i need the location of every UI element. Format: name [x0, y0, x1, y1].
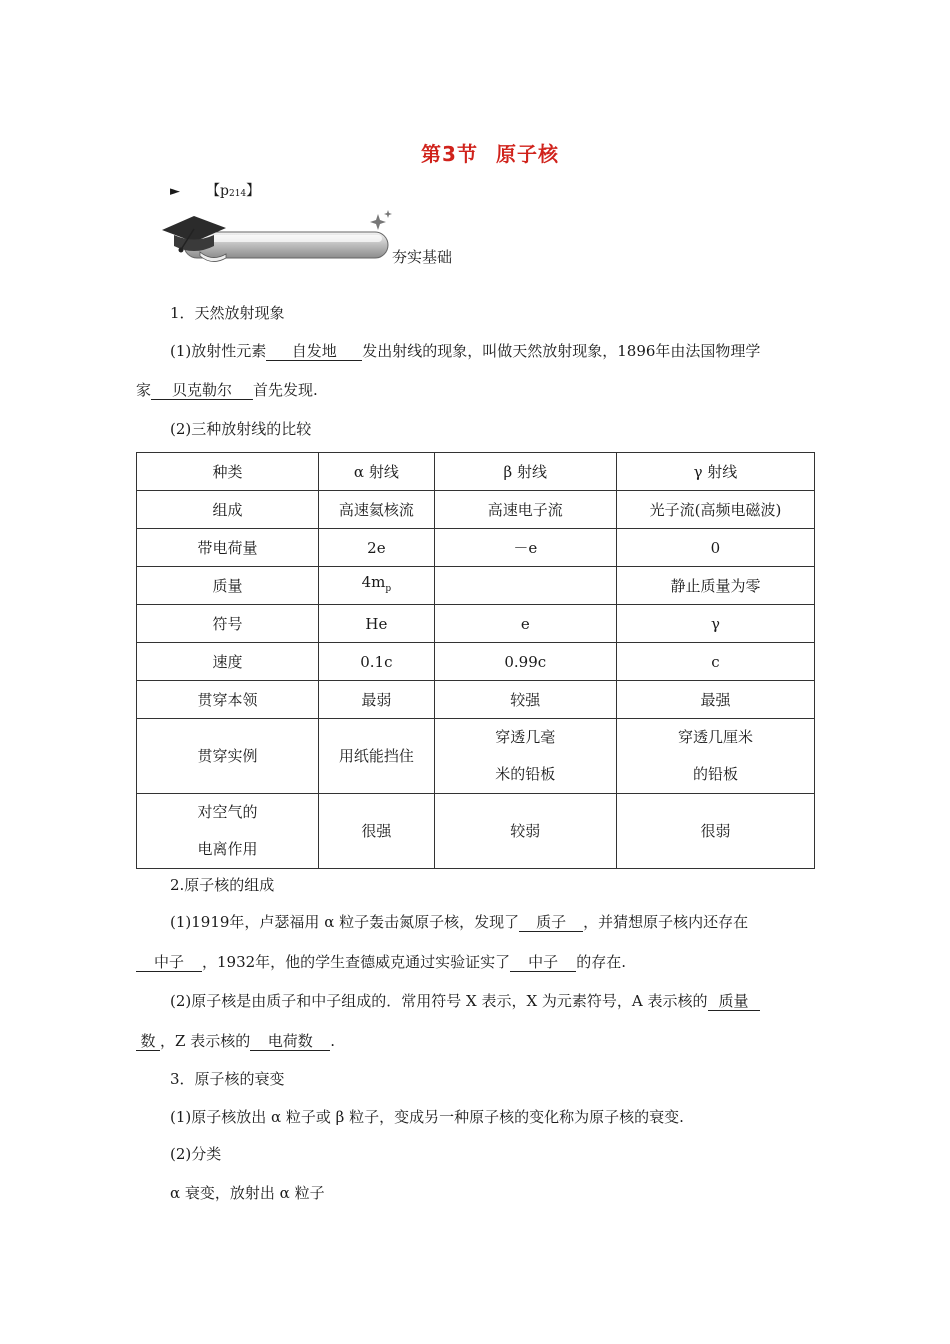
- title-topic: 原子核: [495, 142, 559, 166]
- answer-blank: 中子: [510, 953, 576, 972]
- table-row: [137, 719, 815, 794]
- table-cell: 高速氦核流: [319, 491, 435, 529]
- table-cell: 速度: [137, 643, 319, 681]
- banner-label: 夯实基础: [392, 248, 453, 266]
- table-cell: 0.99c: [434, 643, 616, 681]
- table-cell: 符号: [137, 605, 319, 643]
- table-row: [137, 567, 815, 605]
- table-cell: 组成: [137, 491, 319, 529]
- table-row: [137, 794, 815, 869]
- table-cell: 贯穿实例: [137, 719, 319, 794]
- table-row: [137, 529, 815, 567]
- section-1-paragraph-1: (1)放射性元素 自发地 发出射线的现象，叫做天然放射现象，1896年由法国物理学: [170, 342, 761, 360]
- page-reference: ► 【$p_{214}$】: [170, 183, 261, 199]
- table-cell: －e: [434, 529, 616, 567]
- section-2-heading: 2.原子核的组成: [170, 876, 275, 894]
- table-cell: 质量: [137, 567, 319, 605]
- table-cell: 穿透几毫 米的铅板: [434, 719, 616, 794]
- table-cell: 较强: [434, 681, 616, 719]
- section-2-paragraph-2-cont: 数 ，Z 表示核的 电荷数 .: [136, 1030, 335, 1051]
- table-cell: 0: [616, 529, 814, 567]
- page-title: [0, 138, 950, 167]
- table-cell: [434, 567, 616, 605]
- section-2-paragraph-1: (1)1919年，卢瑟福用 α 粒子轰击氮原子核，发现了 质子 ，并猜想原子核内还存在: [170, 913, 749, 931]
- table-cell: 对空气的 电离作用: [137, 794, 319, 869]
- section-1-paragraph-2: (2)三种放射线的比较: [170, 420, 312, 438]
- table-row: [137, 643, 815, 681]
- answer-blank: 中子: [136, 953, 202, 972]
- section-1-paragraph-1-cont: 家 贝克勒尔 首先发现.: [136, 381, 318, 399]
- radiation-comparison-table: [136, 452, 815, 869]
- title-section: 第3节: [421, 142, 478, 166]
- table-cell: 最强: [616, 681, 814, 719]
- section-3-paragraph-1: (1)原子核放出 α 粒子或 β 粒子，变成另一种原子核的变化称为原子核的衰变.: [170, 1108, 684, 1126]
- table-row: [137, 491, 815, 529]
- table-cell: γ: [616, 605, 814, 643]
- table-cell: He: [319, 605, 435, 643]
- table-row: [137, 681, 815, 719]
- section-2-paragraph-2: (2)原子核是由质子和中子组成的．常用符号 X 表示，X 为元素符号，A 表示核的 质量: [170, 990, 760, 1011]
- table-cell: 光子流(高频电磁波): [616, 491, 814, 529]
- table-cell: c: [616, 643, 814, 681]
- section-3-paragraph-3: α 衰变，放射出 α 粒子: [170, 1184, 325, 1202]
- table-cell: $4m_p$: [319, 567, 435, 605]
- answer-blank: 数: [136, 1032, 160, 1051]
- section-1-heading: 1．天然放射现象: [170, 304, 285, 322]
- table-cell: 最弱: [319, 681, 435, 719]
- table-header: α 射线: [319, 453, 435, 491]
- table-cell: 用纸能挡住: [319, 719, 435, 794]
- table-cell: 高速电子流: [434, 491, 616, 529]
- table-header: β 射线: [434, 453, 616, 491]
- table-cell: 较弱: [434, 794, 616, 869]
- table-cell: 静止质量为零: [616, 567, 814, 605]
- table-header-row: [137, 453, 815, 491]
- answer-blank: 质量: [708, 992, 760, 1011]
- table-cell: 很弱: [616, 794, 814, 869]
- table-cell: 0.1c: [319, 643, 435, 681]
- table-cell: 贯穿本领: [137, 681, 319, 719]
- table-row: [137, 605, 815, 643]
- table-header: γ 射线: [616, 453, 814, 491]
- table-cell: 很强: [319, 794, 435, 869]
- section-3-paragraph-2: (2)分类: [170, 1145, 222, 1163]
- table-cell: 带电荷量: [137, 529, 319, 567]
- answer-blank: 质子: [519, 913, 583, 932]
- table-header: 种类: [137, 453, 319, 491]
- answer-blank: 贝克勒尔: [151, 381, 253, 400]
- table-cell: 穿透几厘米 的铅板: [616, 719, 814, 794]
- answer-blank: 自发地: [266, 342, 362, 361]
- table-cell: 2e: [319, 529, 435, 567]
- arrow-icon: ►: [170, 184, 180, 199]
- section-3-heading: 3．原子核的衰变: [170, 1070, 285, 1088]
- answer-blank: 电荷数: [250, 1032, 330, 1051]
- section-2-paragraph-1-cont: 中子 ，1932年，他的学生查德威克通过实验证实了 中子 的存在.: [136, 951, 626, 972]
- table-cell: e: [434, 605, 616, 643]
